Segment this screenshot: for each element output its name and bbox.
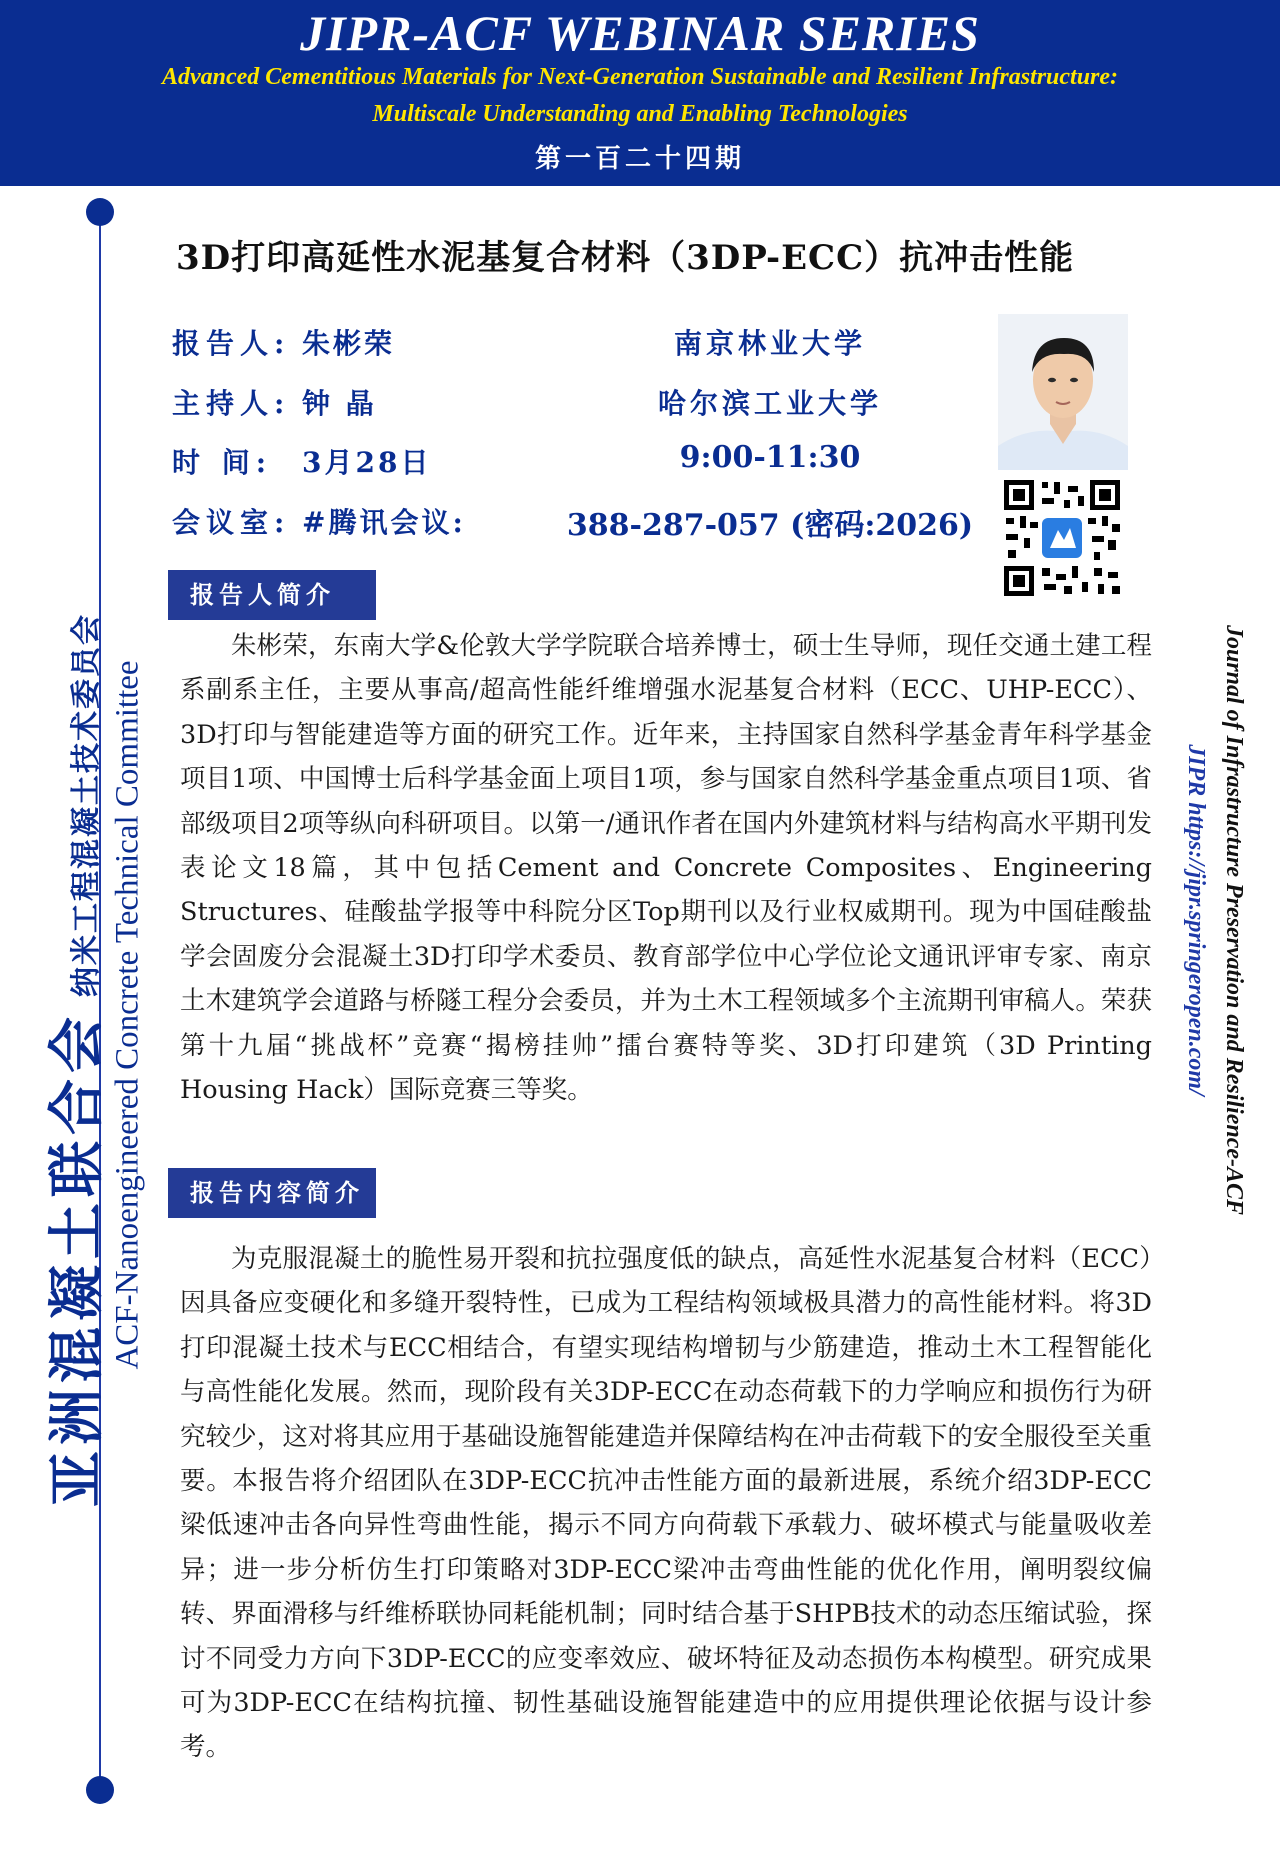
host-affiliation: 哈尔滨工业大学	[657, 387, 882, 420]
room-label: 会议室:	[172, 506, 291, 539]
series-subtitle-line2: Multiscale Understanding and Enabling Technologies	[372, 101, 908, 127]
committee-name-cn: 纳米工程混凝土技术委员会	[69, 613, 104, 997]
journal-link: JIPR https://jipr.springeropen.com/	[1183, 744, 1209, 1096]
speaker-name: 朱彬荣	[302, 327, 396, 360]
divider-dot-top	[86, 198, 114, 226]
talk-title: 3D打印高延性水泥基复合材料（3DP-ECC）抗冲击性能	[176, 238, 1075, 278]
journal-name: Journal of Infrastructure Preservation and Resilience-ACF	[1221, 624, 1247, 1216]
issue-number: 第一百二十四期	[534, 144, 745, 174]
talk-date: 3月28日	[302, 446, 432, 479]
vertical-organization	[33, 613, 113, 1507]
meeting-id: 388-287-057 (密码:2026)	[566, 508, 974, 543]
series-title: JIPR-ACF WEBINAR SERIES	[300, 5, 980, 61]
bio-heading: 报告人简介	[168, 570, 376, 620]
divider-dot-bottom	[86, 1776, 114, 1804]
header-banner	[0, 0, 1280, 186]
meeting-platform: #腾讯会议:	[302, 506, 466, 539]
speaker-affiliation: 南京林业大学	[673, 327, 866, 360]
host-label: 主持人:	[172, 387, 291, 420]
vertical-journal	[1177, 625, 1253, 1215]
time-label: 时 间:	[172, 446, 273, 479]
abstract-heading: 报告内容简介	[168, 1168, 376, 1218]
series-subtitle-line1: Advanced Cementitious Materials for Next-Generation Sustainable and Resilient Infrastructure:	[161, 64, 1119, 90]
host-name: 钟 晶	[302, 387, 377, 420]
org-name-cn: 亚洲混凝土联合会	[44, 1011, 110, 1507]
qr-code[interactable]	[1002, 478, 1122, 598]
bio-text: 朱彬荣，东南大学&伦敦大学学院联合培养博士，硕士生导师，现任交通土建工程系副系主任，主要从事高/超高性能纤维增强水泥基复合材料（ECC、UHP-ECC）、3D打印与智能建造等方面的研究工作。近年来，主持国家自然科学基金青年科学基金项目1项、中国博士后科学基金面上项目1项，参与国家自然科学基金重点项目1项、省部级项目2项等纵向科研项目。以第一/通讯作者在国内外建筑材料与结构高水平期刊发表论文18篇，其中包括Cement and Concrete Composites、Engineering Structures、硅酸盐学报等中科院分区Top期刊以及行业权威期刊。现为中国硅酸盐学会固废分会混凝土3D打印学术委员、教育部学位中心学位论文通讯评审专家、南京土木建筑学会道路与桥隧工程分会委员，并为土木工程领域多个主流期刊审稿人。荣获第十九届“挑战杯”竞赛“揭榜挂帅”擂台赛特等奖、3D打印建筑（3D Printing Housing Hack）国际竞赛三等奖。	[180, 631, 1152, 1106]
committee-name-en: ACF-Nanoengineered Concrete Technical Committee	[109, 660, 146, 1370]
abstract-text: 为克服混凝土的脆性易开裂和抗拉强度低的缺点，高延性水泥基复合材料（ECC）因具备应变硬化和多缝开裂特性，已成为工程结构领域极具潜力的高性能材料。将3D打印混凝土技术与ECC相结合，有望实现结构增韧与少筋建造，推动土木工程智能化与高性能化发展。然而，现阶段有关3DP-ECC在动态荷载下的力学响应和损伤行为研究较少，这对将其应用于基础设施智能建造并保障结构在冲击荷载下的安全服役至关重要。本报告将介绍团队在3DP-ECC抗冲击性能方面的最新进展，系统介绍3DP-ECC梁低速冲击各向异性弯曲性能，揭示不同方向荷载下承载力、破坏模式与能量吸收差异；进一步分析仿生打印策略对3DP-ECC梁冲击弯曲性能的优化作用，阐明裂纹偏转、界面滑移与纤维桥联协同耗能机制；同时结合基于SHPB技术的动态压缩试验，探讨不同受力方向下3DP-ECC的应变率效应、破坏特征及动态损伤本构模型。研究成果可为3DP-ECC在结构抗撞、韧性基础设施智能建造中的应用提供理论依据与设计参考。	[180, 1244, 1152, 1763]
talk-time: 9:00-11:30	[679, 440, 861, 475]
speaker-label: 报告人:	[172, 327, 291, 360]
speaker-photo	[998, 314, 1128, 470]
